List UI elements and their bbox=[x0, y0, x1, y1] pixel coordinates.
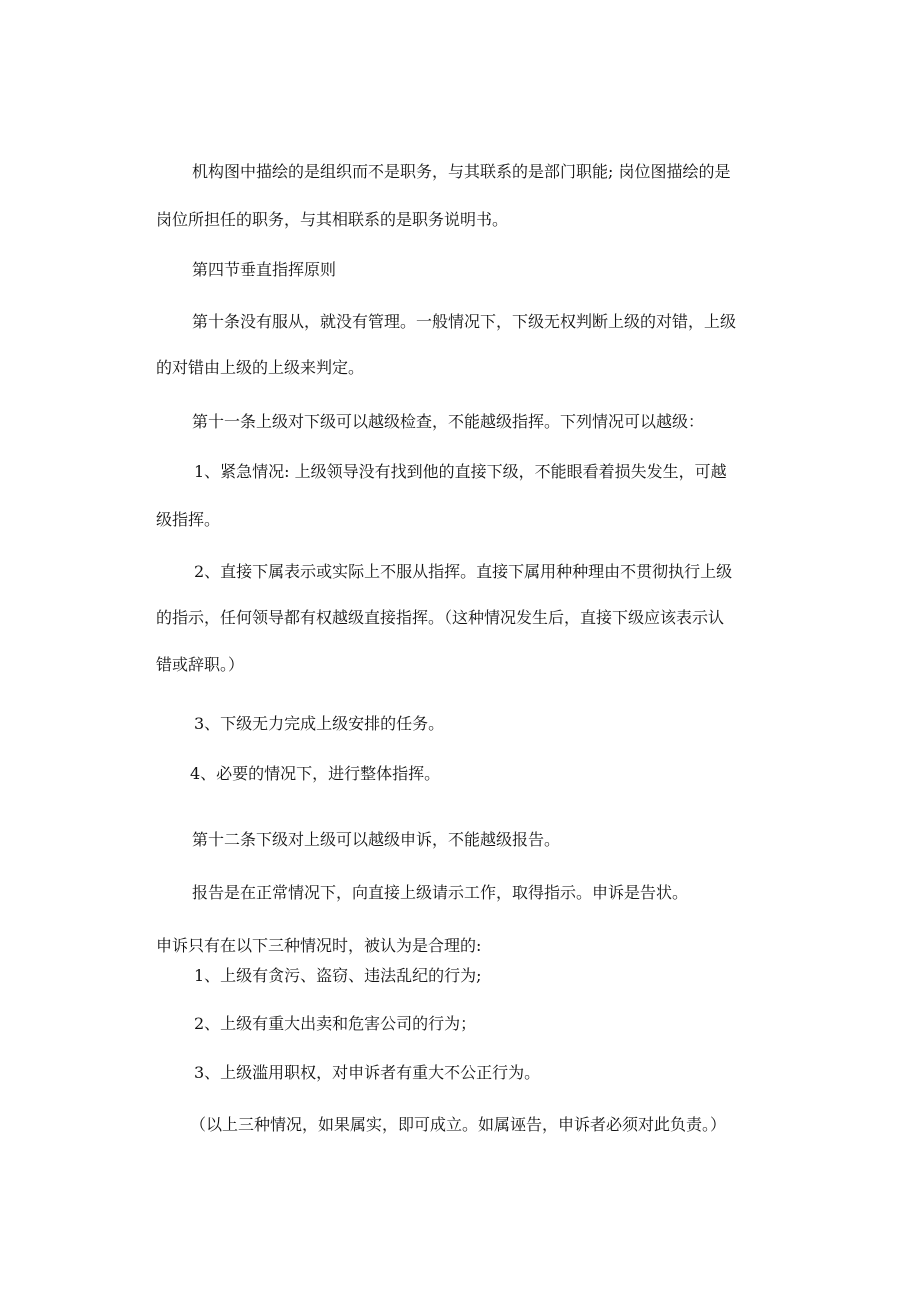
list-item-line: 4、必要的情况下，进行整体指挥。 bbox=[190, 764, 441, 783]
list-item-line: 3、下级无力完成上级安排的任务。 bbox=[194, 714, 445, 733]
paragraph-line: 报告是在正常情况下，向直接上级请示工作，取得指示。申诉是告状。 bbox=[192, 883, 689, 902]
paragraph-line: 岗位所担任的职务，与其相联系的是职务说明书。 bbox=[156, 210, 509, 229]
paragraph-line: 第十一条上级对下级可以越级检查，不能越级指挥。下列情况可以越级： bbox=[192, 412, 705, 431]
paragraph-line: 第十条没有服从，就没有管理。一般情况下，下级无权判断上级的对错，上级 bbox=[192, 312, 737, 331]
list-item-line: 2、直接下属表示或实际上不服从指挥。直接下属用种种理由不贯彻执行上级 bbox=[194, 562, 733, 581]
list-item-line: 2、上级有重大出卖和危害公司的行为； bbox=[194, 1014, 477, 1033]
section-heading: 第四节垂直指挥原则 bbox=[192, 260, 337, 279]
paragraph-line: （以上三种情况，如果属实，即可成立。如属诬告，申诉者必须对此负责。） bbox=[190, 1115, 727, 1134]
paragraph-line: 第十二条下级对上级可以越级申诉，不能越级报告。 bbox=[192, 830, 561, 849]
paragraph-line: 申诉只有在以下三种情况时，被认为是合理的: bbox=[156, 936, 482, 955]
list-item-line: 级指挥。 bbox=[156, 510, 221, 529]
list-item-line: 的指示，任何领导都有权越级直接指挥。（这种情况发生后，直接下级应该表示认 bbox=[156, 608, 725, 627]
paragraph-line: 机构图中描绘的是组织而不是职务，与其联系的是部门职能; 岗位图描绘的是 bbox=[192, 162, 731, 181]
list-item-line: 错或辞职。） bbox=[156, 655, 245, 674]
paragraph-line: 的对错由上级的上级来判定。 bbox=[156, 358, 365, 377]
list-item-line: 3、上级滥用职权，对申诉者有重大不公正行为。 bbox=[194, 1063, 541, 1082]
list-item-line: 1、上级有贪污、盗窃、违法乱纪的行为; bbox=[194, 966, 482, 985]
list-item-line: 1、紧急情况: 上级领导没有找到他的直接下级，不能眼看着损失发生，可越 bbox=[194, 462, 727, 481]
